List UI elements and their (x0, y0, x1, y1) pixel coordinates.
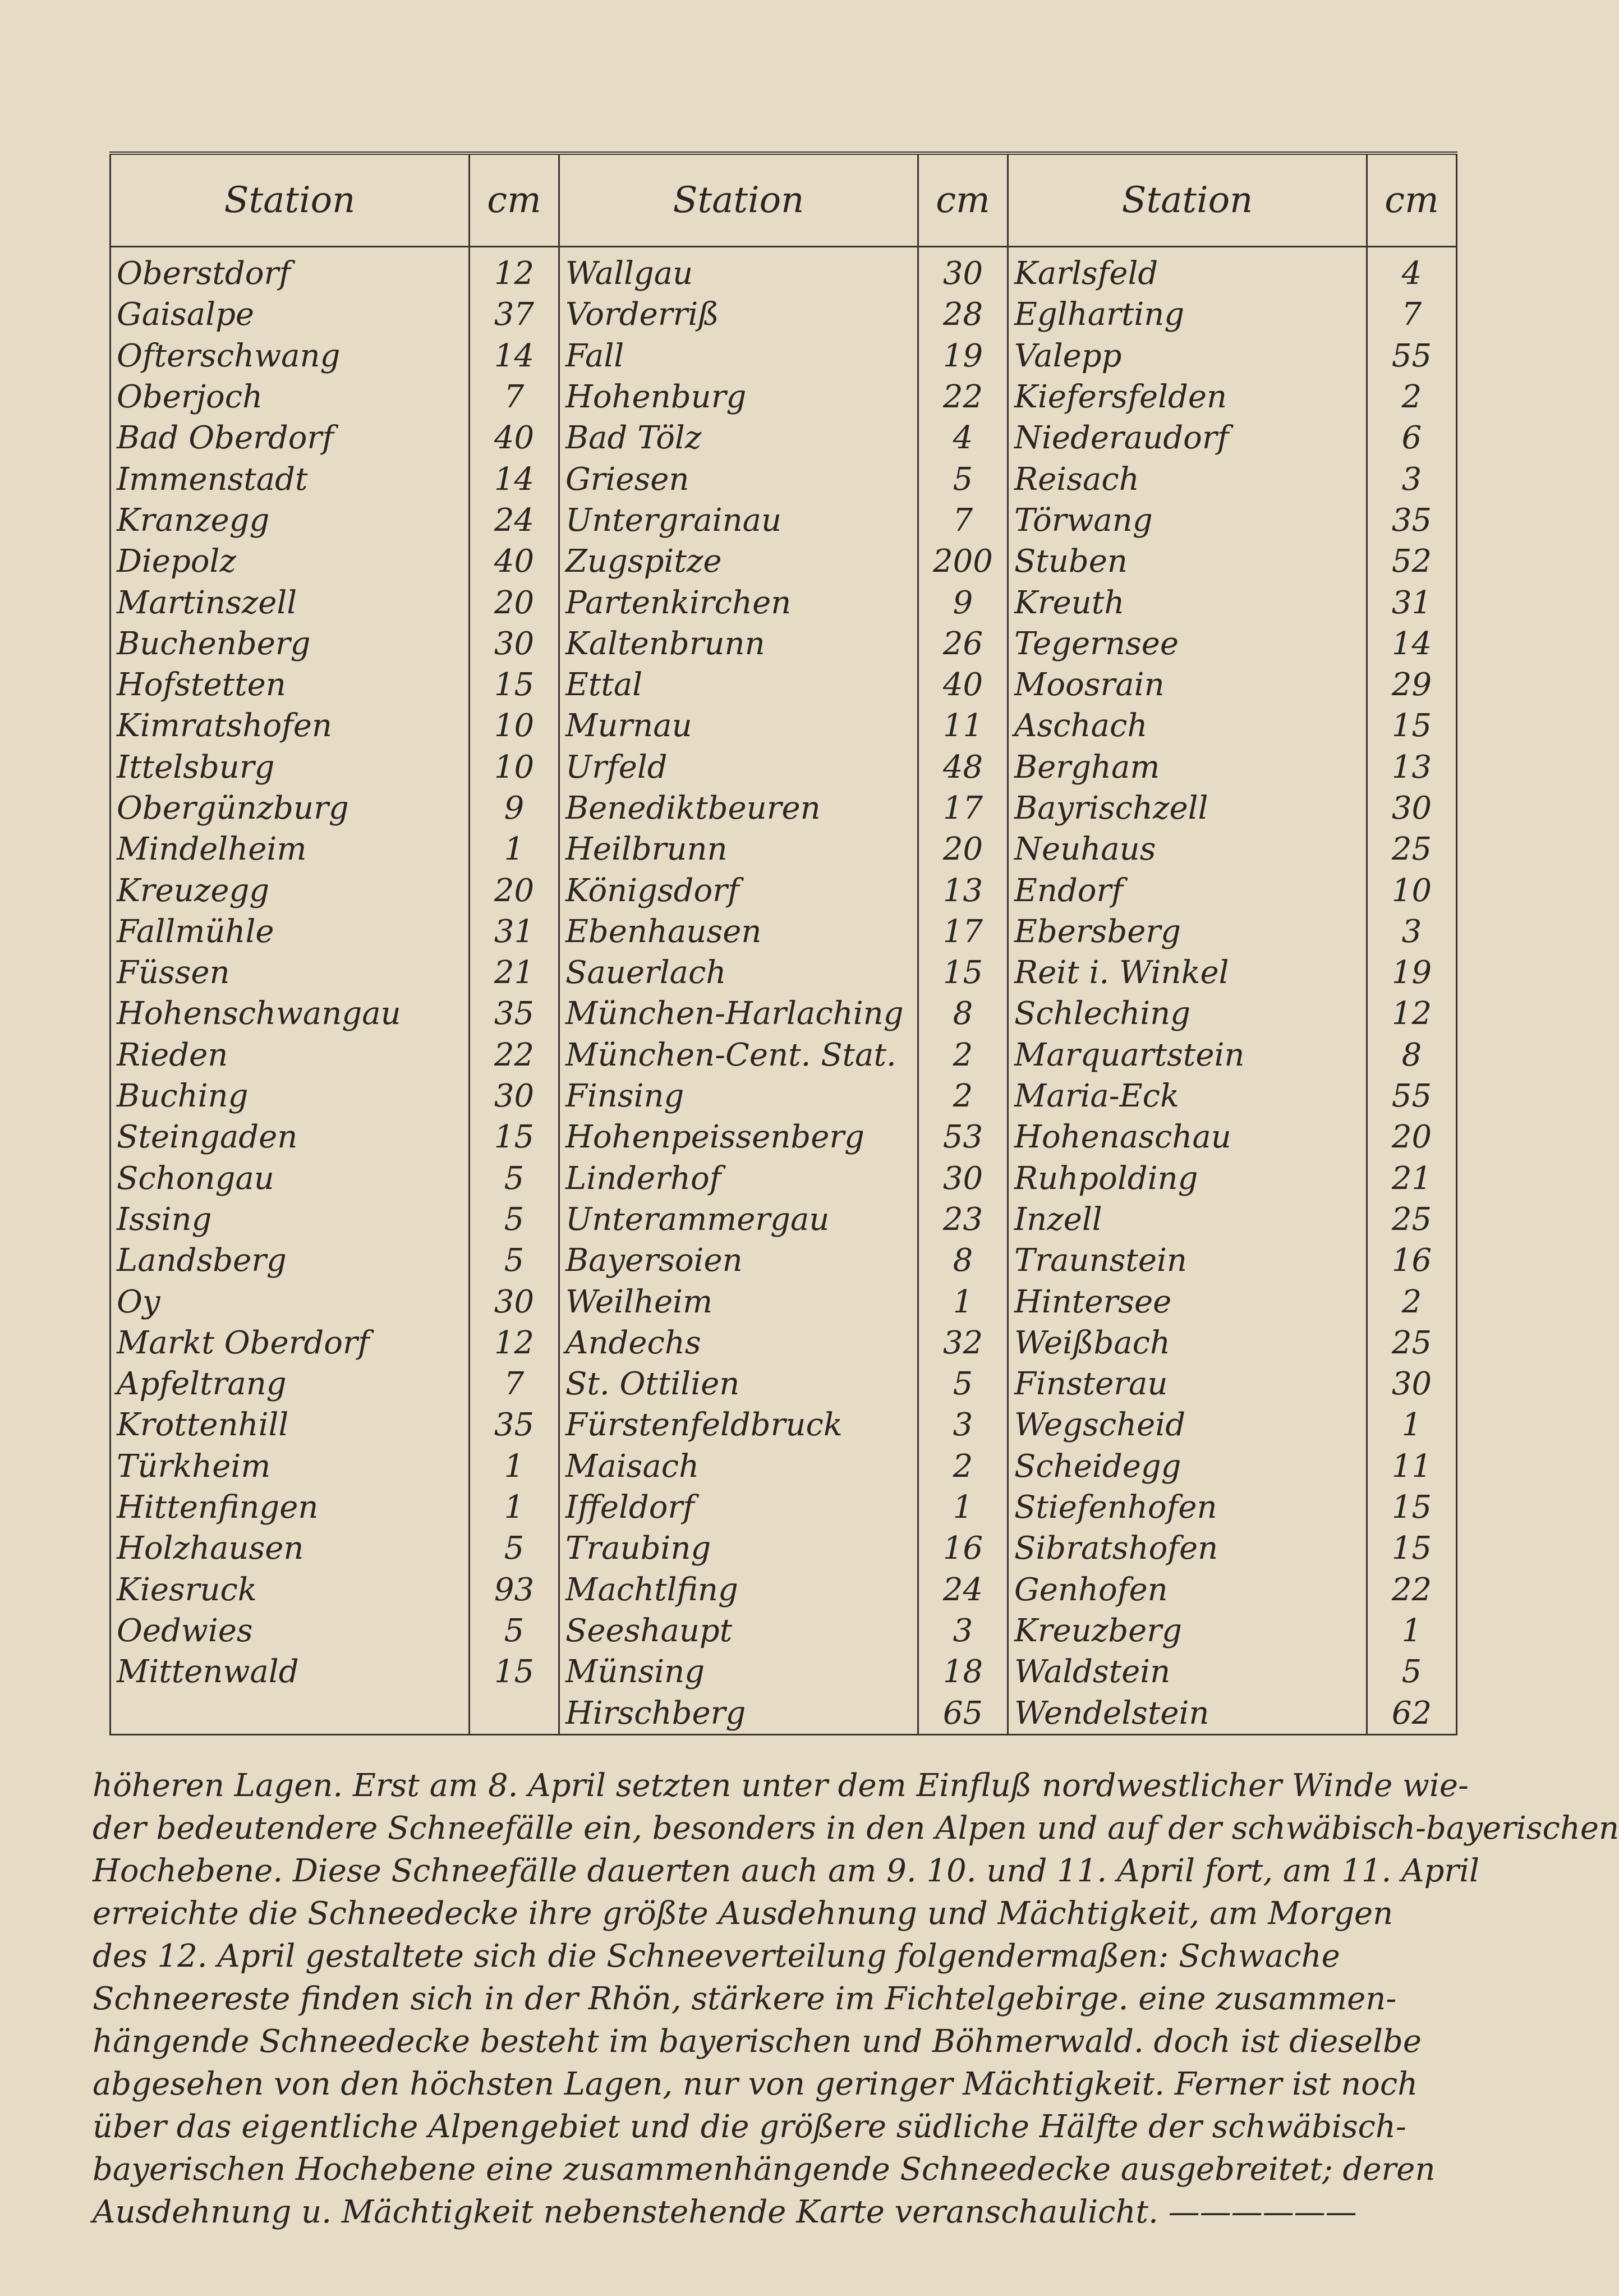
station-name: Wallgau (559, 247, 918, 295)
snow-depth-value: 19 (1367, 952, 1457, 993)
station-name: Partenkirchen (559, 582, 918, 623)
snow-depth-value: 11 (1367, 1446, 1457, 1487)
snow-depth-value: 3 (1367, 458, 1457, 499)
snow-depth-value: 20 (918, 829, 1008, 870)
station-name: Seeshaupt (559, 1610, 918, 1651)
table-row (111, 582, 1457, 623)
station-name: Kiefersfelden (1008, 376, 1367, 417)
station-name: Genhofen (1008, 1569, 1367, 1610)
table-row (111, 541, 1457, 582)
snow-depth-value: 1 (470, 1487, 559, 1528)
body-paragraph (93, 1765, 1619, 2234)
snow-depth-value: 20 (470, 870, 559, 911)
snow-depth-value: 52 (1367, 541, 1457, 582)
snow-depth-value: 5 (1367, 1651, 1457, 1692)
snow-depth-value: 29 (1367, 664, 1457, 705)
table-row (111, 1528, 1457, 1569)
table-row (111, 500, 1457, 541)
paragraph-line: Hochebene. Diese Schneefälle dauerten auch am 9. 10. und 11. April fort, am 11. April (93, 1853, 1480, 1889)
snow-depth-value: 31 (1367, 582, 1457, 623)
station-name: Untergrainau (559, 500, 918, 541)
snow-depth-value: 10 (470, 747, 559, 788)
table-row (111, 1651, 1457, 1692)
snow-depth-value: 55 (1367, 1076, 1457, 1117)
snow-depth-value: 25 (1367, 1323, 1457, 1363)
snow-depth-value: 30 (470, 623, 559, 664)
table-row (111, 829, 1457, 870)
paragraph-line: bayerischen Hochebene eine zusammenhängende Schneedecke ausgebreitet; deren (93, 2151, 1436, 2188)
station-name: Hohenpeissenberg (559, 1117, 918, 1158)
station-name: Weißbach (1008, 1323, 1367, 1363)
station-name: Sibratshofen (1008, 1528, 1367, 1569)
station-name: Reisach (1008, 458, 1367, 499)
paragraph-line: erreichte die Schneedecke ihre größte Ausdehnung und Mächtigkeit, am Morgen (93, 1895, 1393, 1932)
snow-depth-value: 3 (1367, 911, 1457, 952)
snow-depth-value: 30 (1367, 1363, 1457, 1404)
snow-depth-value: 1 (1367, 1610, 1457, 1651)
station-name: Sauerlach (559, 952, 918, 993)
station-name: Kaltenbrunn (559, 623, 918, 664)
station-name: Krottenhill (111, 1404, 470, 1445)
snow-depth-value: 30 (918, 247, 1008, 295)
snow-depth-value: 3 (918, 1610, 1008, 1651)
snow-depth-value: 62 (1367, 1692, 1457, 1734)
station-name: Königsdorf (559, 870, 918, 911)
table-row (111, 294, 1457, 335)
table-row (111, 458, 1457, 499)
snow-depth-value: 5 (470, 1240, 559, 1281)
station-name: Obergünzburg (111, 788, 470, 829)
snow-depth-value: 31 (470, 911, 559, 952)
snow-depth-value: 8 (1367, 1035, 1457, 1076)
snow-depth-value: 15 (470, 664, 559, 705)
snow-depth-value: 22 (918, 376, 1008, 417)
station-name: Markt Oberdorf (111, 1323, 470, 1363)
snow-depth-value: 2 (1367, 376, 1457, 417)
snow-depth-value: 10 (470, 705, 559, 746)
snow-depth-value: 5 (470, 1158, 559, 1199)
station-name: Reit i. Winkel (1008, 952, 1367, 993)
station-name: Ettal (559, 664, 918, 705)
table-row (111, 1569, 1457, 1610)
snow-depth-value: 1 (470, 829, 559, 870)
snow-depth-value: 1 (470, 1446, 559, 1487)
station-name: Unterammergau (559, 1199, 918, 1240)
station-name: Andechs (559, 1323, 918, 1363)
station-name: Bergham (1008, 747, 1367, 788)
table-row (111, 1446, 1457, 1487)
snow-depth-value: 30 (470, 1076, 559, 1117)
snow-depth-value: 65 (918, 1692, 1008, 1734)
snow-depth-value: 2 (1367, 1281, 1457, 1322)
snow-depth-value: 7 (470, 376, 559, 417)
snow-depth-value: 5 (918, 1363, 1008, 1404)
table-row (111, 1035, 1457, 1076)
station-name: Finsterau (1008, 1363, 1367, 1404)
snow-depth-value: 14 (1367, 623, 1457, 664)
station-name: Martinszell (111, 582, 470, 623)
station-name: Mindelheim (111, 829, 470, 870)
snow-depth-value: 15 (470, 1117, 559, 1158)
station-name: Aschach (1008, 705, 1367, 746)
snow-depth-value: 25 (1367, 829, 1457, 870)
snow-depth-value: 40 (470, 541, 559, 582)
station-name: Kreuzberg (1008, 1610, 1367, 1651)
table-row (111, 1199, 1457, 1240)
snow-depth-value: 35 (470, 993, 559, 1034)
station-name: Steingaden (111, 1117, 470, 1158)
station-name: Griesen (559, 458, 918, 499)
station-name: Oedwies (111, 1610, 470, 1651)
station-name: Schleching (1008, 993, 1367, 1034)
snow-depth-value: 12 (470, 247, 559, 295)
table-row (111, 1363, 1457, 1404)
snow-depth-value: 30 (1367, 788, 1457, 829)
snow-depth-value: 20 (1367, 1117, 1457, 1158)
station-name: Oberstdorf (111, 247, 470, 295)
station-name: Traunstein (1008, 1240, 1367, 1281)
station-name: Weilheim (559, 1281, 918, 1322)
table-row (111, 1323, 1457, 1363)
station-name: Linderhof (559, 1158, 918, 1199)
station-name: Ebersberg (1008, 911, 1367, 952)
snow-depth-value: 2 (918, 1076, 1008, 1117)
station-name: Bayersoien (559, 1240, 918, 1281)
table-row (111, 993, 1457, 1034)
station-name: Gaisalpe (111, 294, 470, 335)
table-row (111, 247, 1457, 295)
station-name: Landsberg (111, 1240, 470, 1281)
header-cm-1: cm (470, 153, 559, 247)
snow-depth-value: 37 (470, 294, 559, 335)
table-row (111, 1117, 1457, 1158)
snow-depth-value: 25 (1367, 1199, 1457, 1240)
paragraph-line: abgesehen von den höchsten Lagen, nur von geringer Mächtigkeit. Ferner ist noch (93, 2066, 1418, 2102)
snow-depth-value: 200 (918, 541, 1008, 582)
snow-depth-value: 93 (470, 1569, 559, 1610)
station-name: St. Ottilien (559, 1363, 918, 1404)
table-row (111, 1487, 1457, 1528)
snow-depth-value: 55 (1367, 336, 1457, 376)
station-name: Bad Oberdorf (111, 417, 470, 458)
header-cm-3: cm (1367, 153, 1457, 247)
station-name: Niederaudorf (1008, 417, 1367, 458)
snow-depth-value: 15 (1367, 1528, 1457, 1569)
table-row (111, 623, 1457, 664)
snow-depth-value: 6 (1367, 417, 1457, 458)
station-name: Schongau (111, 1158, 470, 1199)
station-name: Wegscheid (1008, 1404, 1367, 1445)
table-row (111, 1158, 1457, 1199)
table-row (111, 417, 1457, 458)
snow-depth-value: 1 (1367, 1404, 1457, 1445)
station-name: Fall (559, 336, 918, 376)
station-name: Hohenburg (559, 376, 918, 417)
snow-depth-value: 22 (470, 1035, 559, 1076)
table-row (111, 952, 1457, 993)
station-name: Vorderriß (559, 294, 918, 335)
station-name: Rieden (111, 1035, 470, 1076)
station-name: Karlsfeld (1008, 247, 1367, 295)
snow-depth-value: 16 (918, 1528, 1008, 1569)
station-name: Valepp (1008, 336, 1367, 376)
snow-depth-value: 9 (918, 582, 1008, 623)
snow-depth-value: 16 (1367, 1240, 1457, 1281)
station-name: Kranzegg (111, 500, 470, 541)
table-row (111, 376, 1457, 417)
station-name: Hintersee (1008, 1281, 1367, 1322)
station-name: München-Harlaching (559, 993, 918, 1034)
station-name: Murnau (559, 705, 918, 746)
station-name: Mittenwald (111, 1651, 470, 1692)
snow-depth-value: 23 (918, 1199, 1008, 1240)
snow-depth-value: 21 (1367, 1158, 1457, 1199)
station-name: Kreuth (1008, 582, 1367, 623)
table-row (111, 1610, 1457, 1651)
table-body (111, 247, 1457, 1735)
snow-depth-value: 35 (470, 1404, 559, 1445)
snow-depth-value: 24 (470, 500, 559, 541)
station-name: Kimratshofen (111, 705, 470, 746)
table-header-row (111, 153, 1457, 247)
header-station-1: Station (111, 153, 470, 247)
station-name: Stuben (1008, 541, 1367, 582)
snow-depth-value: 11 (918, 705, 1008, 746)
snow-depth-value: 13 (918, 870, 1008, 911)
snow-depth-value: 26 (918, 623, 1008, 664)
snow-depth-value: 15 (1367, 705, 1457, 746)
snow-depth-value: 14 (470, 336, 559, 376)
station-name: Kiesruck (111, 1569, 470, 1610)
station-name: Neuhaus (1008, 829, 1367, 870)
paragraph-line: Ausdehnung u. Mächtigkeit nebenstehende Karte veranschaulicht. —————— (93, 2194, 1357, 2230)
table-row (111, 1404, 1457, 1445)
snow-depth-value: 12 (1367, 993, 1457, 1034)
table-row (111, 870, 1457, 911)
station-name: Maria-Eck (1008, 1076, 1367, 1117)
snow-depth-value: 48 (918, 747, 1008, 788)
station-name: Fürstenfeldbruck (559, 1404, 918, 1445)
snow-depth-value: 14 (470, 458, 559, 499)
header-station-2: Station (559, 153, 918, 247)
station-name: Ittelsburg (111, 747, 470, 788)
station-name: Eglharting (1008, 294, 1367, 335)
paragraph-line: höheren Lagen. Erst am 8. April setzten unter dem Einfluß nordwestlicher Winde wie- (93, 1767, 1469, 1804)
snow-depth-value: 32 (918, 1323, 1008, 1363)
paragraph-line: Schneereste finden sich in der Rhön, stärkere im Fichtelgebirge. eine zusammen- (93, 1981, 1397, 2017)
station-name: Füssen (111, 952, 470, 993)
snow-depth-value: 7 (1367, 294, 1457, 335)
snow-depth-value: 5 (470, 1199, 559, 1240)
station-name: Inzell (1008, 1199, 1367, 1240)
snow-depth-value: 1 (918, 1487, 1008, 1528)
station-name: Maisach (559, 1446, 918, 1487)
station-name: Apfeltrang (111, 1363, 470, 1404)
station-name: Waldstein (1008, 1651, 1367, 1692)
station-name: Münsing (559, 1651, 918, 1692)
header-station-3: Station (1008, 153, 1367, 247)
station-name (111, 1692, 470, 1734)
station-name: Moosrain (1008, 664, 1367, 705)
table-row (111, 1692, 1457, 1734)
table-row (111, 664, 1457, 705)
snow-depth-value: 17 (918, 788, 1008, 829)
snow-depth-value (470, 1692, 559, 1734)
snow-depth-value: 30 (470, 1281, 559, 1322)
station-name: Issing (111, 1199, 470, 1240)
station-name: Bad Tölz (559, 417, 918, 458)
table-row (111, 747, 1457, 788)
snow-depth-value: 15 (1367, 1487, 1457, 1528)
snow-depth-value: 7 (470, 1363, 559, 1404)
station-name: Traubing (559, 1528, 918, 1569)
snow-depth-value: 40 (918, 664, 1008, 705)
station-name: Hohenaschau (1008, 1117, 1367, 1158)
snow-depth-value: 19 (918, 336, 1008, 376)
station-name: Ebenhausen (559, 911, 918, 952)
paragraph-line: hängende Schneedecke besteht im bayerischen und Böhmerwald. doch ist dieselbe (93, 2023, 1422, 2060)
station-name: Törwang (1008, 500, 1367, 541)
snow-depth-value: 22 (1367, 1569, 1457, 1610)
station-name: Benediktbeuren (559, 788, 918, 829)
station-name: Hohenschwangau (111, 993, 470, 1034)
station-name: Fallmühle (111, 911, 470, 952)
snow-depth-value: 3 (918, 1404, 1008, 1445)
paragraph-line: über das eigentliche Alpengebiet und die größere südliche Hälfte der schwäbisch- (93, 2109, 1406, 2145)
station-name: Urfeld (559, 747, 918, 788)
snow-depth-value: 8 (918, 993, 1008, 1034)
station-name: Stiefenhofen (1008, 1487, 1367, 1528)
station-name: Tegernsee (1008, 623, 1367, 664)
station-name: Holzhausen (111, 1528, 470, 1569)
snow-depth-value: 2 (918, 1035, 1008, 1076)
paragraph-line: der bedeutendere Schneefälle ein, besonders in den Alpen und auf der schwäbisch-bayerischen (93, 1810, 1619, 1847)
station-name: Oy (111, 1281, 470, 1322)
snow-depth-value: 13 (1367, 747, 1457, 788)
station-name: Marquartstein (1008, 1035, 1367, 1076)
snow-depth-value: 28 (918, 294, 1008, 335)
station-name: Hittenfingen (111, 1487, 470, 1528)
snow-depth-value: 5 (918, 458, 1008, 499)
snow-depth-value: 15 (470, 1651, 559, 1692)
station-name: Kreuzegg (111, 870, 470, 911)
snow-depth-value: 9 (470, 788, 559, 829)
table-row (111, 911, 1457, 952)
station-name: Immenstadt (111, 458, 470, 499)
station-name: Diepolz (111, 541, 470, 582)
snow-depth-value: 5 (470, 1528, 559, 1569)
station-name: Ruhpolding (1008, 1158, 1367, 1199)
snow-depth-value: 24 (918, 1569, 1008, 1610)
station-name: Iffeldorf (559, 1487, 918, 1528)
station-name: Türkheim (111, 1446, 470, 1487)
station-name: Oberjoch (111, 376, 470, 417)
snow-depth-value: 30 (918, 1158, 1008, 1199)
snow-depth-value: 1 (918, 1281, 1008, 1322)
station-name: München-Cent. Stat. (559, 1035, 918, 1076)
station-name: Wendelstein (1008, 1692, 1367, 1734)
snow-depth-value: 35 (1367, 500, 1457, 541)
table-row (111, 788, 1457, 829)
station-name: Finsing (559, 1076, 918, 1117)
table-row (111, 1076, 1457, 1117)
table-row (111, 1281, 1457, 1322)
station-name: Hirschberg (559, 1692, 918, 1734)
header-cm-2: cm (918, 153, 1008, 247)
table-row (111, 336, 1457, 376)
station-name: Zugspitze (559, 541, 918, 582)
snow-depth-value: 5 (470, 1610, 559, 1651)
snow-depth-value: 10 (1367, 870, 1457, 911)
snow-depth-value: 20 (470, 582, 559, 623)
station-name: Heilbrunn (559, 829, 918, 870)
snow-depth-value: 40 (470, 417, 559, 458)
station-name: Buchenberg (111, 623, 470, 664)
snow-depth-value: 21 (470, 952, 559, 993)
paragraph-line: des 12. April gestaltete sich die Schneeverteilung folgendermaßen: Schwache (93, 1938, 1340, 1974)
snow-depth-table (109, 151, 1457, 1735)
snow-depth-value: 4 (1367, 247, 1457, 295)
snow-depth-value: 15 (918, 952, 1008, 993)
table-row (111, 705, 1457, 746)
station-name: Bayrischzell (1008, 788, 1367, 829)
snow-depth-value: 18 (918, 1651, 1008, 1692)
snow-depth-value: 12 (470, 1323, 559, 1363)
snow-depth-value: 4 (918, 417, 1008, 458)
station-name: Buching (111, 1076, 470, 1117)
station-name: Hofstetten (111, 664, 470, 705)
station-name: Scheidegg (1008, 1446, 1367, 1487)
snow-depth-value: 2 (918, 1446, 1008, 1487)
station-name: Machtlfing (559, 1569, 918, 1610)
table-row (111, 1240, 1457, 1281)
station-name: Endorf (1008, 870, 1367, 911)
snow-depth-value: 53 (918, 1117, 1008, 1158)
snow-depth-value: 17 (918, 911, 1008, 952)
snow-depth-value: 8 (918, 1240, 1008, 1281)
snow-depth-value: 7 (918, 500, 1008, 541)
station-name: Ofterschwang (111, 336, 470, 376)
